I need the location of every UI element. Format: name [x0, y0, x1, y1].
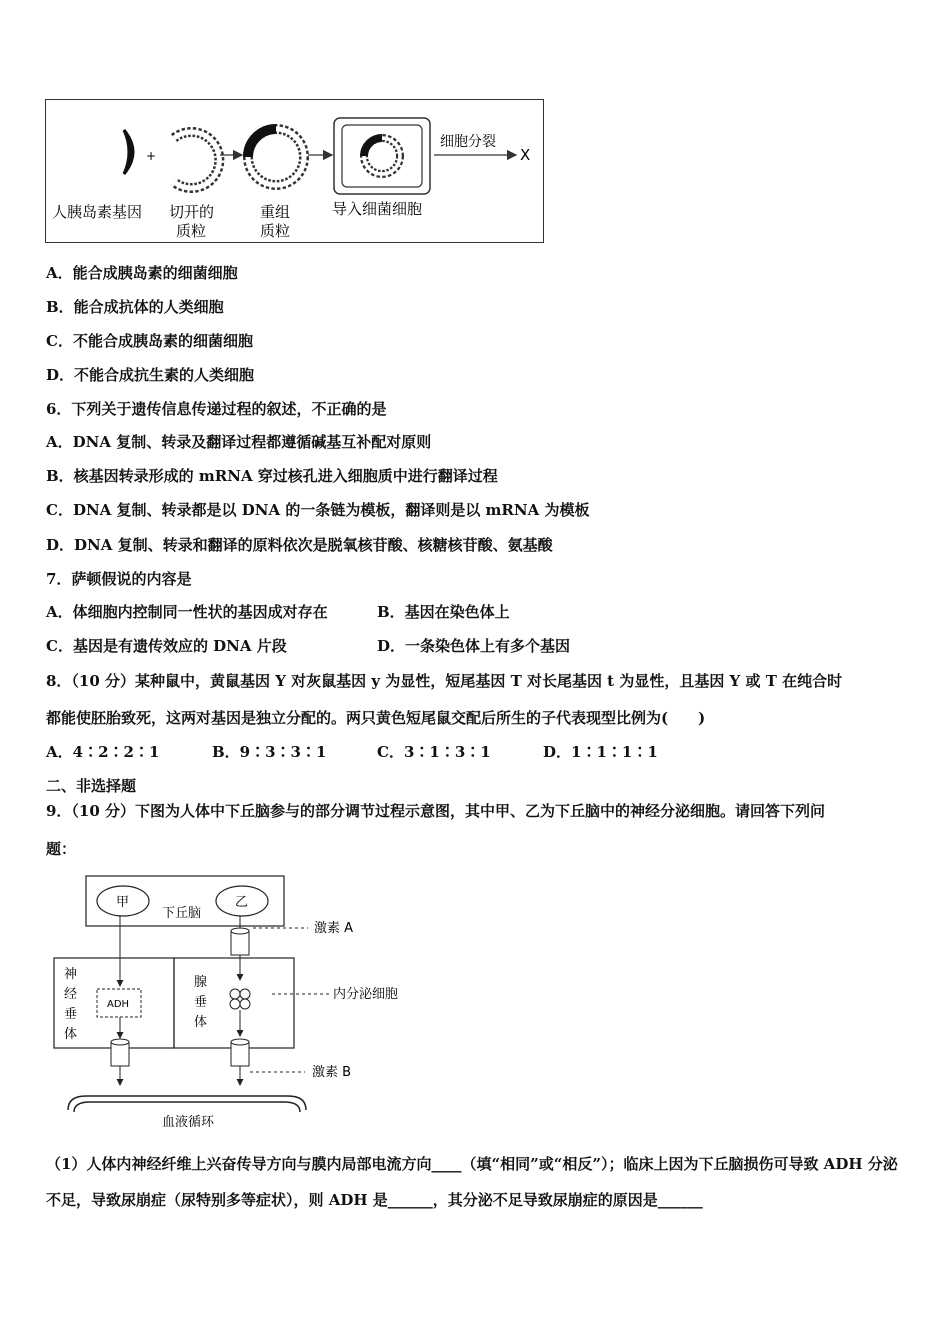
q7-stem: 7．萨顿假说的内容是	[46, 570, 192, 588]
figure-hypothalamus	[50, 868, 399, 1133]
result-x-label: X	[520, 146, 531, 164]
hormone-a-cylinder	[231, 928, 249, 955]
cell-yi-label: 乙	[235, 895, 249, 910]
q8-stem-line2: 都能使胚胎致死，这两对基因是独立分配的。两只黄色短尾鼠交配后所生的子代表现型比例为( )	[46, 709, 706, 727]
q6-option-b: B．核基因转录形成的 mRNA 穿过核孔进入细胞质中进行翻译过程	[46, 467, 498, 485]
q8-stem-line1: 8．（10 分）某种鼠中，黄鼠基因 Y 对灰鼠基因 y 为显性，短尾基因 T 对长尾基因 t 为显性，且基因 Y 或 T 在纯合时	[46, 672, 843, 690]
recomb-plasmid-label-2: 质粒	[260, 222, 291, 240]
q8-option-c: C．3∶1∶3∶1	[377, 743, 491, 761]
cut-plasmid-label-2: 质粒	[176, 222, 207, 240]
q5-option-d: D．不能合成抗生素的人类细胞	[46, 366, 255, 384]
hypothalamus-diagram	[50, 868, 399, 1133]
q9-subquestion-1: （1）人体内神经纤维上兴奋传导方向与膜内局部电流方向____（填“相同”或“相反”）；临床上因为下丘脑损伤可导致 ADH 分泌不足，导致尿崩症（尿特别多等症状），则 ADH 是______，其分泌不足导致尿崩症的原因是______	[46, 1155, 898, 1209]
cut-plasmid	[174, 132, 219, 188]
section-heading: 二、非选择题	[46, 777, 137, 795]
endocrine-label: 内分泌细胞	[333, 987, 399, 1002]
adh-cylinder	[111, 1039, 129, 1066]
q8-option-b: B．9∶3∶3∶1	[212, 743, 327, 761]
q6-option-a: A．DNA 复制、转录及翻译过程都遵循碱基互补配对原则	[46, 433, 432, 451]
blood-circulation-label: 血液循环	[162, 1115, 215, 1130]
adeno-label-3: 体	[194, 1015, 208, 1030]
q9-stem-line1: 9．（10 分）下图为人体中下丘脑参与的部分调节过程示意图，其中甲、乙为下丘脑中的神经分泌细胞。请回答下列问	[46, 802, 826, 820]
q7-option-d: D．一条染色体上有多个基因	[377, 637, 571, 655]
q9-stem-line2: 题：	[46, 840, 77, 858]
hormone-a-label: 激素 A	[314, 921, 354, 936]
q5-option-b: B．能合成抗体的人类细胞	[46, 298, 224, 316]
hypothalamus-label: 下丘脑	[162, 906, 202, 921]
q8-option-d: D．1∶1∶1∶1	[543, 743, 658, 761]
q7-option-c: C．基因是有遗传效应的 DNA 片段	[46, 637, 287, 655]
hormone-b-cylinder	[231, 1039, 249, 1066]
q5-option-c: C．不能合成胰岛素的细菌细胞	[46, 332, 253, 350]
neuro-label-1: 神	[64, 967, 78, 982]
q6-option-c: C．DNA 复制、转录都是以 DNA 的一条链为模板，翻译则是以 mRNA 为模板	[46, 501, 590, 519]
neuro-label-4: 体	[64, 1027, 78, 1042]
figure-recombinant-plasmid	[45, 99, 544, 243]
cell-division-label: 细胞分裂	[440, 134, 496, 150]
cell-jia-label: 甲	[116, 895, 130, 910]
adeno-label-2: 垂	[194, 995, 208, 1010]
bacteria-cell	[334, 118, 430, 194]
insulin-gene-label: 人胰岛素基因	[52, 203, 143, 221]
plasmid-diagram	[46, 100, 542, 241]
neuro-label-2: 经	[64, 987, 78, 1002]
blood-vessel	[68, 1096, 306, 1112]
into-bacteria-label: 导入细菌细胞	[332, 200, 423, 218]
insulin-gene-shape	[124, 130, 133, 174]
recomb-plasmid-label-1: 重组	[260, 203, 291, 221]
q6-option-d: D．DNA 复制、转录和翻译的原料依次是脱氧核苷酸、核糖核苷酸、氨基酸	[46, 536, 553, 554]
hormone-b-label: 激素 B	[312, 1065, 352, 1080]
adenohypophysis-box	[174, 958, 294, 1048]
cut-plasmid-label-1: 切开的	[169, 203, 215, 221]
neuro-label-3: 垂	[64, 1007, 78, 1022]
adh-label: ADH	[107, 999, 130, 1010]
q7-option-b: B．基因在染色体上	[377, 603, 510, 621]
q7-option-a: A．体细胞内控制同一性状的基因成对存在	[46, 603, 328, 621]
adeno-label-1: 腺	[194, 975, 208, 990]
q6-stem: 6．下列关于遗传信息传递过程的叙述，不正确的是	[46, 400, 387, 418]
q5-option-a: A．能合成胰岛素的细菌细胞	[46, 264, 238, 282]
q8-option-a: A．4∶2∶2∶1	[46, 743, 160, 761]
plus-sign: +	[146, 149, 157, 163]
recombinant-plasmid	[248, 129, 304, 185]
endocrine-cells	[230, 989, 250, 1009]
